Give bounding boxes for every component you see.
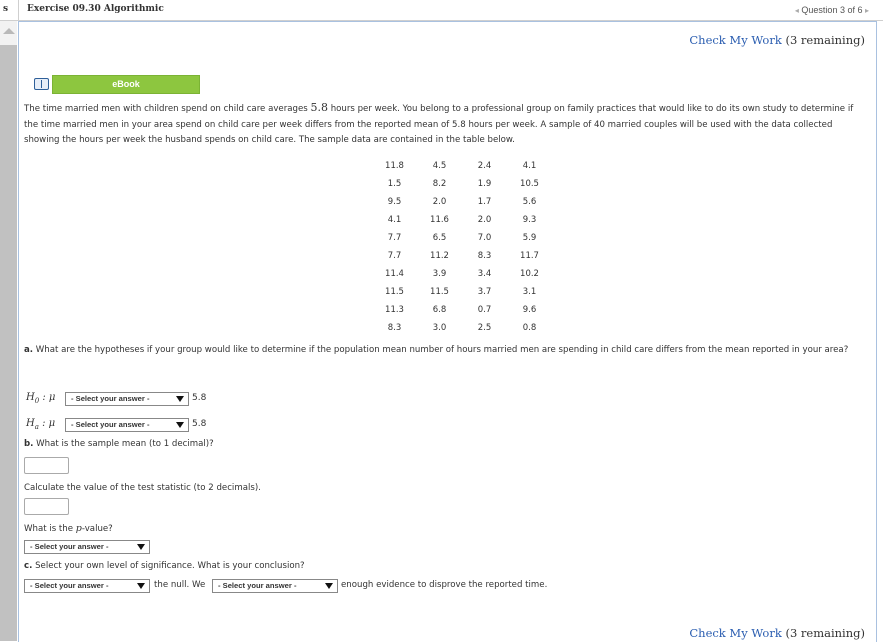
question-a-text: What are the hypotheses if your group would like to determine if the population mean number of hours married men are spending in child care differs from the mean reported in your area? xyxy=(33,345,849,355)
table-cell: 2.0 xyxy=(477,215,492,225)
table-cell: 1.7 xyxy=(477,197,492,207)
book-icon xyxy=(34,78,49,90)
table-cell: 1.9 xyxy=(477,179,492,189)
p-value-select[interactable] xyxy=(24,540,150,554)
table-cell: 6.8 xyxy=(432,305,447,315)
dropdown-arrow-icon xyxy=(137,544,145,550)
mu-symbol: : μ xyxy=(39,392,56,403)
table-row xyxy=(372,265,552,283)
table-cell: 4.5 xyxy=(432,161,447,171)
table-cell: 11.8 xyxy=(385,161,404,171)
table-cell: 2.5 xyxy=(477,323,492,333)
left-fragment-text: s xyxy=(3,4,9,14)
table-cell: 9.6 xyxy=(522,305,537,315)
test-statistic-input[interactable] xyxy=(24,498,69,515)
remaining-count: (3 remaining) xyxy=(785,33,865,47)
question-b-label: b. xyxy=(24,439,34,449)
ha-operator-select[interactable] xyxy=(65,418,189,432)
table-cell: 9.5 xyxy=(387,197,402,207)
ha-letter: H xyxy=(26,418,35,429)
table-cell: 7.0 xyxy=(477,233,492,243)
table-cell: 3.7 xyxy=(477,287,492,297)
table-cell: 0.7 xyxy=(477,305,492,315)
top-bar xyxy=(0,0,883,21)
table-cell: 1.5 xyxy=(387,179,402,189)
dropdown-arrow-icon xyxy=(325,583,333,589)
question-a-label: a. xyxy=(24,345,34,355)
table-cell: 11.2 xyxy=(430,251,449,261)
p-value-text-pre: What is the xyxy=(24,524,76,534)
table-cell: 6.5 xyxy=(432,233,447,243)
check-my-work-link[interactable]: Check My Work xyxy=(689,33,782,47)
table-cell: 10.5 xyxy=(520,179,539,189)
table-cell: 5.9 xyxy=(522,233,537,243)
left-scrollbar[interactable] xyxy=(0,21,17,641)
intro-mean-value: 5.8 xyxy=(310,101,328,114)
exercise-title: Exercise 09.30 Algorithmic xyxy=(27,4,164,14)
select-placeholder: - Select your answer - xyxy=(30,542,109,551)
test-statistic-prompt: Calculate the value of the test statistic (to 2 decimals). xyxy=(24,483,261,493)
question-nav xyxy=(795,5,869,15)
remaining-count: (3 remaining) xyxy=(785,626,865,640)
check-my-work-link[interactable]: Check My Work xyxy=(689,626,782,640)
table-row xyxy=(372,301,552,319)
h0-value: 5.8 xyxy=(192,393,207,403)
question-c xyxy=(24,559,870,575)
table-cell: 2.4 xyxy=(477,161,492,171)
table-cell: 11.6 xyxy=(430,215,449,225)
conclusion-null-select[interactable] xyxy=(24,579,150,593)
conclusion-evidence-select[interactable] xyxy=(212,579,338,593)
table-cell: 11.7 xyxy=(520,251,539,261)
table-row xyxy=(372,247,552,265)
question-b xyxy=(24,437,870,453)
table-cell: 7.7 xyxy=(387,233,402,243)
sample-data-table xyxy=(372,157,552,337)
intro-text-2: hours per week. You belong to a professional group on family practices that would like to do its own study to determine if the time married men in your area spend on child care per week differs from the reported mean of 5.8 hours per week. A sample of 40 married couples will be used with the data collected showing the hours per week the husband spends on child care. The sample data are contained in the table below. xyxy=(24,104,854,145)
conclusion-end-text: enough evidence to disprove the reported time. xyxy=(341,580,548,590)
question-c-text: Select your own level of significance. What is your conclusion? xyxy=(32,561,305,571)
table-cell: 3.0 xyxy=(432,323,447,333)
dropdown-arrow-icon xyxy=(176,422,184,428)
table-row xyxy=(372,157,552,175)
table-row xyxy=(372,283,552,301)
h0-subscript: 0 xyxy=(34,397,40,405)
p-value-prompt xyxy=(24,521,870,538)
question-b-text: What is the sample mean (to 1 decimal)? xyxy=(33,439,214,449)
conclusion-mid-text: the null. We xyxy=(154,580,206,590)
question-a xyxy=(24,343,870,359)
h0-label xyxy=(26,392,55,403)
mu-symbol: : μ xyxy=(38,418,56,429)
table-cell: 4.1 xyxy=(387,215,402,225)
ha-label xyxy=(26,418,55,429)
table-cell: 7.7 xyxy=(387,251,402,261)
table-cell: 8.3 xyxy=(477,251,492,261)
h0-operator-select[interactable] xyxy=(65,392,189,406)
problem-intro xyxy=(24,100,870,149)
table-cell: 4.1 xyxy=(522,161,537,171)
check-my-work-bottom xyxy=(689,626,865,640)
check-my-work-top xyxy=(689,33,865,47)
select-placeholder: - Select your answer - xyxy=(71,420,150,429)
select-placeholder: - Select your answer - xyxy=(218,581,297,590)
dropdown-arrow-icon xyxy=(176,396,184,402)
table-cell: 0.8 xyxy=(522,323,537,333)
table-cell: 11.3 xyxy=(385,305,404,315)
sample-mean-input[interactable] xyxy=(24,457,69,474)
ha-value: 5.8 xyxy=(192,419,207,429)
ebook-button[interactable]: eBook xyxy=(52,75,200,94)
p-value-text-post: -value? xyxy=(81,524,113,534)
table-cell: 8.2 xyxy=(432,179,447,189)
table-cell: 9.3 xyxy=(522,215,537,225)
table-cell: 11.5 xyxy=(430,287,449,297)
table-cell: 11.4 xyxy=(385,269,404,279)
dropdown-arrow-icon xyxy=(137,583,145,589)
h0-letter: H xyxy=(26,392,35,403)
select-placeholder: - Select your answer - xyxy=(71,394,150,403)
table-row xyxy=(372,193,552,211)
table-cell: 8.3 xyxy=(387,323,402,333)
next-question-icon[interactable]: ▸ xyxy=(864,6,869,15)
table-cell: 5.6 xyxy=(522,197,537,207)
question-counter: Question 3 of 6 xyxy=(801,5,863,15)
prev-question-icon[interactable]: ◂ xyxy=(794,6,799,15)
table-cell: 10.2 xyxy=(520,269,539,279)
ha-subscript: a xyxy=(34,423,39,431)
table-cell: 11.5 xyxy=(385,287,404,297)
table-row xyxy=(372,319,552,337)
table-row xyxy=(372,229,552,247)
table-cell: 3.1 xyxy=(522,287,537,297)
question-c-label: c. xyxy=(24,561,33,571)
select-placeholder: - Select your answer - xyxy=(30,581,109,590)
p-italic: p xyxy=(75,523,82,534)
intro-text-1: The time married men with children spend on child care averages xyxy=(24,104,311,114)
scroll-thumb[interactable] xyxy=(0,45,17,641)
scroll-up-arrow-icon[interactable] xyxy=(3,28,15,34)
table-cell: 3.4 xyxy=(477,269,492,279)
table-cell: 2.0 xyxy=(432,197,447,207)
table-cell: 3.9 xyxy=(432,269,447,279)
table-row xyxy=(372,211,552,229)
table-row xyxy=(372,175,552,193)
divider xyxy=(18,0,19,20)
